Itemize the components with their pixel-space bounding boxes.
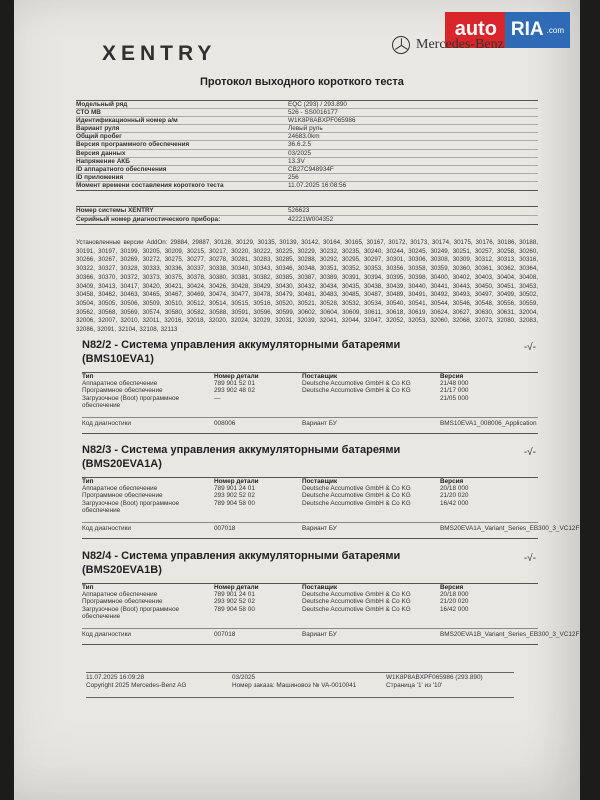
check-mark-icon: -√- bbox=[523, 447, 536, 458]
info-value: 42221W004352 bbox=[288, 215, 334, 223]
cell-version: 16/42 000 bbox=[440, 605, 469, 613]
ecu-table bbox=[82, 372, 538, 409]
cell-supplier: Deutsche Accumotive GmbH & Co KG bbox=[302, 499, 411, 507]
section-divider bbox=[82, 644, 538, 645]
info-row bbox=[76, 207, 538, 216]
system-info-table bbox=[76, 206, 538, 225]
info-label: ID аппаратного обеспечения bbox=[76, 165, 167, 173]
cell-type: Программное обеспечение bbox=[82, 598, 163, 606]
ecu-section-n82-4 bbox=[82, 549, 580, 645]
cell-version: 21/48 000 bbox=[440, 380, 469, 388]
vehicle-info-table bbox=[76, 100, 538, 191]
cell-type: Программное обеспечение bbox=[82, 492, 163, 500]
info-row bbox=[76, 174, 538, 182]
cell-part: 789 901 52 01 bbox=[214, 380, 255, 388]
cell-part: 293 902 52 02 bbox=[214, 492, 255, 500]
info-label: Модельный ряд bbox=[76, 101, 128, 108]
section-title: N82/4 - Система управления аккумуляторными батареями bbox=[82, 550, 401, 562]
diag-code: 007018 bbox=[214, 631, 236, 639]
cell-version: 21/20 020 bbox=[440, 492, 469, 500]
info-value: 256 bbox=[288, 173, 299, 181]
cell-type: Загрузочное (Boot) программное обеспечение bbox=[82, 394, 180, 409]
table-row bbox=[82, 492, 538, 499]
table-row bbox=[82, 395, 538, 409]
cell-part: — bbox=[214, 394, 221, 402]
header-type: Тип bbox=[82, 478, 94, 485]
ecu-section-n82-2 bbox=[82, 338, 538, 434]
cell-type: Загрузочное (Boot) программное обеспечение bbox=[82, 605, 180, 620]
page-footer bbox=[86, 672, 514, 698]
diag-code: 008006 bbox=[214, 420, 236, 428]
info-label: Номер системы XENTRY bbox=[76, 207, 154, 214]
cell-part: 789 901 24 01 bbox=[214, 591, 255, 599]
info-row bbox=[76, 150, 538, 158]
cell-supplier: Deutsche Accumotive GmbH & Co KG bbox=[302, 492, 411, 500]
watermark-ria-suffix: .com bbox=[546, 25, 564, 35]
header-part: Номер детали bbox=[214, 584, 259, 591]
ecu-table bbox=[82, 583, 538, 620]
info-row bbox=[76, 109, 538, 117]
info-row bbox=[76, 101, 538, 109]
table-row bbox=[82, 500, 538, 514]
info-row bbox=[76, 141, 538, 149]
mercedes-logo bbox=[392, 36, 504, 54]
info-value: 03/2025 bbox=[288, 149, 312, 157]
document-page bbox=[14, 0, 580, 800]
cell-supplier: Deutsche Accumotive GmbH & Co KG bbox=[302, 387, 411, 395]
cell-part: 293 902 48 02 bbox=[214, 387, 255, 395]
cell-part: 293 902 52 02 bbox=[214, 598, 255, 606]
info-label: Вариант руля bbox=[76, 125, 120, 133]
cell-part: 789 904 58 00 bbox=[214, 499, 255, 507]
footer-order: Номер заказа: Машиновоз № VA-0010041 bbox=[232, 681, 357, 689]
footer-vin: W1K8P8ABXPF065986 (293.890) bbox=[386, 674, 483, 681]
info-value: Левый руль bbox=[288, 125, 323, 133]
header-part: Номер детали bbox=[214, 478, 259, 485]
cell-type: Аппаратное обеспечение bbox=[82, 380, 158, 388]
section-divider bbox=[82, 433, 538, 434]
info-value: W1K8P8ABXPF065986 bbox=[288, 117, 356, 125]
cell-version: 21/17 000 bbox=[440, 387, 469, 395]
footer-data-version: 03/2025 bbox=[232, 674, 256, 681]
cell-version: 20/18 000 bbox=[440, 485, 469, 493]
cell-part: 789 901 24 01 bbox=[214, 485, 255, 493]
cell-supplier: Deutsche Accumotive GmbH & Co KG bbox=[302, 591, 411, 599]
info-value: 36.6.2.5 bbox=[288, 141, 312, 149]
diagnostic-row bbox=[82, 522, 580, 533]
cell-type: Программное обеспечение bbox=[82, 387, 163, 395]
variant-value: BMS20EVA1A_Variant_Series_EB300_3_VC12F bbox=[440, 525, 580, 533]
cell-supplier: Deutsche Accumotive GmbH & Co KG bbox=[302, 485, 411, 493]
info-value: 13.3V bbox=[288, 157, 305, 165]
cell-version: 21/05 000 bbox=[440, 394, 469, 402]
info-value: 526623 bbox=[288, 207, 310, 214]
cell-version: 20/18 000 bbox=[440, 591, 469, 599]
diagnostic-row bbox=[82, 628, 580, 639]
mercedes-star-icon bbox=[392, 36, 410, 54]
check-mark-icon: -√- bbox=[523, 342, 536, 353]
header-version: Версия bbox=[440, 584, 464, 591]
check-mark-icon: -√- bbox=[523, 553, 536, 564]
diagnostic-row bbox=[82, 417, 538, 427]
info-label: Версия данных bbox=[76, 149, 126, 157]
cell-supplier: Deutsche Accumotive GmbH & Co KG bbox=[302, 605, 411, 613]
addon-versions bbox=[76, 239, 538, 335]
cell-supplier: Deutsche Accumotive GmbH & Co KG bbox=[302, 598, 411, 606]
variant-label: Вариант БУ bbox=[302, 420, 337, 428]
section-subtitle: (BMS20EVA1B) bbox=[82, 564, 162, 576]
cell-part: 789 904 58 00 bbox=[214, 605, 255, 613]
cell-type: Загрузочное (Boot) программное обеспечение bbox=[82, 499, 180, 514]
info-value: 526 - SS0016177 bbox=[288, 109, 338, 117]
info-row bbox=[76, 158, 538, 166]
addon-list: 29884, 29887, 30128, 30129, 30135, 30139, 30142, 30164, 30165, 30167, 30172, 30173, 30174, 30175, 30176, 30186, 30188, 30191, 30197, 30199, 30205, 30209, 30215, 30217, 30220, 30222, 30225, 30229, 30232, 30235, 30240, 30244, 30245, 30249, 30251, 30257, 30258, 30260, 30266, 30267, 30269, 30272, 30275, 30277, 30278, 30281, 30283, 30285, 30288, 30292, 30295, 30297, 30301, 30306, 30308, 30309, 30312, 30313, 30316, 30322, 30327, 30328, 30333, 30336, 30337, 30338, 30340, 30343, 30346, 30348, 30351, 30352, 30353, 30356, 30358, 30359, 30360, 30361, 30362, 30364, 30366, 30370, 30372, 30373, 30375, 30378, 30380, 30381, 30382, 30385, 30387, 30389, 30391, 30394, 30395, 30398, 30400, 30402, 30403, 30404, 30408, 30409, 30413, 30417, 30420, 30421, 30424, 30426, 30428, 30429, 30430, 30432, 30434, 30435, 30438, 30439, 30440, 30441, 30443, 30450, 30451, 30453, 30458, 30462, 30463, 30465, 30467, 30469, 30474, 30477, 30478, 30479, 30481, 30483, 30485, 30487, 30489, 30491, 30492, 30493, 30497, 30499, 30502, 30504, 30505, 30506, 30509, 30510, 30512, 30514, 30515, 30516, 30520, 30521, 30528, 30532, 30534, 30540, 30541, 30544, 30546, 30548, 30556, 30559, 30562, 30568, 30569, 30574, 30580, 30582, 30588, 30591, 30596, 30599, 30602, 30604, 30609, 30611, 30618, 30619, 30624, 30627, 30630, 30631, 32004, 32006, 32007, 32010, 32011, 32016, 32018, 32020, 32024, 32029, 32031, 32039, 32041, 32044, 32047, 32052, 32053, 32060, 32068, 32073, 32080, 32083, 32086, 32091, 32104, 32108, 32113 bbox=[76, 239, 538, 334]
watermark-ria-text: RIA .com bbox=[505, 12, 570, 48]
info-row bbox=[76, 133, 538, 141]
table-row bbox=[82, 598, 538, 605]
footer-copyright: Copyright 2025 Mercedes-Benz AG bbox=[86, 681, 187, 689]
info-label: Идентификационный номер а/м bbox=[76, 117, 178, 125]
addon-label: Установленные версии AddOn: bbox=[76, 239, 168, 246]
info-value: 11.07.2025 16:08:56 bbox=[288, 181, 347, 189]
info-value: 24683.0km bbox=[288, 133, 320, 141]
variant-value: BMS10EVA1_008006_Application bbox=[440, 420, 537, 428]
info-label: СТО МВ bbox=[76, 109, 101, 117]
cell-supplier bbox=[302, 395, 440, 409]
info-label: Серийный номер диагностического прибора: bbox=[76, 215, 221, 223]
info-row bbox=[76, 166, 538, 174]
section-title: N82/2 - Система управления аккумуляторными батареями bbox=[82, 339, 401, 351]
header-part: Номер детали bbox=[214, 373, 259, 380]
watermark-auto-text: auto bbox=[445, 12, 505, 48]
header-version: Версия bbox=[440, 373, 464, 380]
diag-code: 007018 bbox=[214, 525, 236, 533]
cell-supplier: Deutsche Accumotive GmbH & Co KG bbox=[302, 380, 411, 388]
variant-label: Вариант БУ bbox=[302, 525, 337, 533]
section-subtitle: (BMS20EVA1A) bbox=[82, 458, 162, 470]
info-label: Общий пробег bbox=[76, 133, 122, 141]
info-row bbox=[76, 125, 538, 133]
header-type: Тип bbox=[82, 584, 94, 591]
diag-label: Код диагностики bbox=[82, 420, 131, 428]
cell-version: 16/42 000 bbox=[440, 499, 469, 507]
footer-date: 11.07.2025 16:09:28 bbox=[86, 674, 145, 681]
info-value: EQC (293) / 293.890 bbox=[288, 101, 347, 108]
header-supplier: Поставщик bbox=[302, 373, 338, 380]
cell-version: 21/20 020 bbox=[440, 598, 469, 606]
ecu-section-n82-3 bbox=[82, 443, 580, 539]
diag-label: Код диагностики bbox=[82, 525, 131, 533]
diag-label: Код диагностики bbox=[82, 631, 131, 639]
table-row bbox=[82, 606, 538, 620]
info-label: ID приложения bbox=[76, 173, 124, 181]
variant-label: Вариант БУ bbox=[302, 631, 337, 639]
section-subtitle: (BMS10EVA1) bbox=[82, 353, 154, 365]
header-supplier: Поставщик bbox=[302, 584, 338, 591]
section-title: N82/3 - Система управления аккумуляторными батареями bbox=[82, 444, 401, 456]
footer-page: Страница '1' из '10' bbox=[386, 681, 443, 689]
info-label: Напряжение АКБ bbox=[76, 157, 130, 165]
header-type: Тип bbox=[82, 373, 94, 380]
mercedes-wordmark: Mercedes-Benz bbox=[416, 37, 504, 52]
variant-value: BMS20EVA1B_Variant_Series_EB300_3_VC12F bbox=[440, 631, 580, 639]
info-row bbox=[76, 182, 538, 190]
info-value: CB27C948934F bbox=[288, 165, 334, 173]
header-supplier: Поставщик bbox=[302, 478, 338, 485]
document-title: Протокол выходного короткого теста bbox=[200, 76, 404, 88]
xentry-logo: XENTRY bbox=[102, 42, 217, 65]
info-label: Момент времени составления короткого теста bbox=[76, 181, 224, 189]
info-label: Версия программного обеспечения bbox=[76, 141, 190, 149]
ecu-table bbox=[82, 477, 538, 514]
cell-type: Аппаратное обеспечение bbox=[82, 485, 158, 493]
header-version: Версия bbox=[440, 478, 464, 485]
section-divider bbox=[82, 538, 538, 539]
info-row bbox=[76, 216, 538, 225]
cell-type: Аппаратное обеспечение bbox=[82, 591, 158, 599]
table-row bbox=[82, 387, 538, 394]
